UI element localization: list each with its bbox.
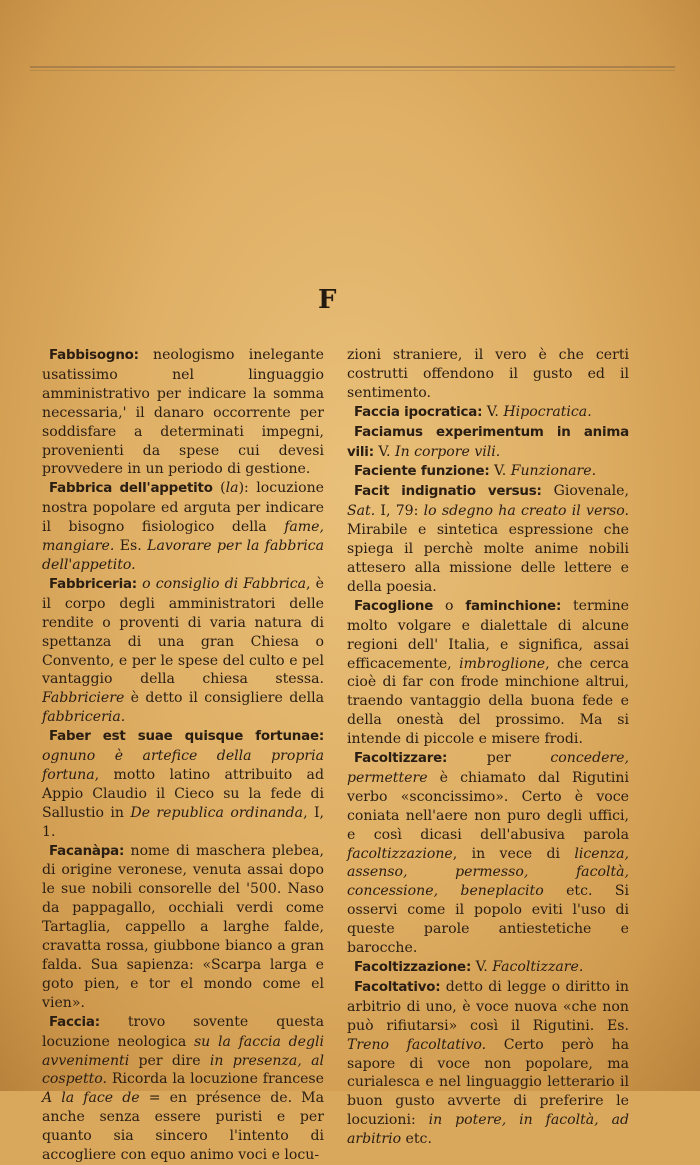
dictionary-entry-faciente — [347, 462, 629, 482]
entry-text: , che cerca cioè di far con frode minchione altrui, traendo vantaggio della buona fede e della onestà del prossimo. Ma si intende di piccole e misere frodi. — [347, 655, 629, 748]
entry-italic-text: Lavorare per la fabbrica dell'appetito. — [42, 538, 324, 573]
entry-headword: Fabbrica dell'appetito — [49, 481, 213, 497]
entry-italic-text: lo sdegno ha creato il verso. — [423, 503, 629, 520]
entry-headword: Faciente funzione: — [354, 464, 490, 480]
dictionary-entry-facit — [347, 482, 629, 596]
entry-text: Certo però ha sapore di voce non popolare, ma curialesca e nel linguaggio letterario il buon gusto avverte di preferire le locuzioni: — [347, 1036, 629, 1129]
dictionary-entry-faccia-ipocratica — [347, 403, 629, 423]
entry-italic-text: facoltizzazione — [347, 845, 453, 862]
entry-italic-text: In corpore vili. — [395, 443, 501, 460]
dictionary-entry-faccia-cont — [347, 346, 629, 403]
entry-text: o — [433, 597, 466, 614]
entry-headword: Fabbriceria: — [49, 576, 137, 592]
entry-headword: Faccia ipocratica: — [354, 404, 483, 420]
entry-italic-text: in presenza, al cospetto. — [42, 1052, 325, 1088]
entry-italic-text: imbroglione — [459, 655, 546, 672]
entry-text: I, 79: — [375, 503, 424, 520]
entry-headword: Faber est suae quisque fortunae: — [49, 729, 324, 745]
entry-text: nome di maschera plebea, di origine veronese, venuta assai dopo le sue nobili consorelle del '500. Naso da pappagallo, occhiali verdi come Tartaglia, cappello a larghe falde, cravatta rossa, giubbone bianco a gran falda. Sua sapienza: «Scarpa larga e goto pien, e tor el mondo come el vien». — [42, 842, 324, 1011]
entry-italic-text: o consiglio di Fabbrica — [142, 575, 307, 592]
entry-text: ( — [212, 480, 226, 497]
entry-text: per — [447, 750, 551, 767]
entry-text: V. — [482, 403, 504, 420]
entry-italic-text: Sat. — [347, 503, 376, 520]
header-rule-thin — [30, 70, 675, 71]
dictionary-entry-facoltizzare — [347, 749, 629, 958]
entry-italic-text: fabbriceria. — [42, 709, 126, 726]
entry-text: ): locuzione nostra popolare ed arguta per indicare il bisogno fisiologico della — [42, 480, 324, 536]
dictionary-entry-faccia — [42, 1013, 324, 1165]
entry-headword: Fabbisogno: — [49, 348, 139, 363]
entry-headword: Facanàpa: — [49, 843, 125, 859]
entry-text: V. — [471, 959, 493, 975]
entry-text: V. — [489, 463, 511, 480]
entry-text: Giovenale, — [541, 483, 629, 500]
entry-text: è chiamato dal Rigutini verbo «sconcissimo». Certo è voce coniata nell'aere non puro degli uffici, e così dicasi dell'abusiva parola — [347, 769, 629, 843]
entry-italic-text: Facoltizzare. — [492, 959, 584, 975]
dictionary-entry-faciamus — [347, 423, 629, 463]
section-letter: F — [318, 285, 336, 315]
entry-headword: Facoltativo: — [354, 979, 441, 995]
entry-text: = en présence de. Ma anche senza essere puristi e per quanto sia sincero l'intento di accogliere con equo animo voci e locu- — [42, 1090, 324, 1164]
left-column — [42, 346, 324, 1165]
entry-text: per dire — [129, 1052, 210, 1069]
entry-text: , I, 1. — [42, 804, 324, 840]
dictionary-entry-facoltizzazione — [347, 958, 629, 978]
entry-italic-text: Treno facoltativo. — [347, 1036, 487, 1053]
entry-italic-text: su la faccia degli avvenimenti — [42, 1033, 324, 1069]
entry-text: detto di legge o diritto in arbitrio di uno, è voce nuova «che non può rifiutarsi» così il Rigutini. Es. — [347, 978, 629, 1034]
entry-italic-text: fame, mangiare. — [42, 519, 324, 555]
entry-text: zioni straniere, il vero è che certi costrutti offendono il gusto ed il sentimento. — [347, 347, 629, 401]
entry-text: etc. Si osservi come il popolo eviti l'uso di queste parole antiestetiche e barocche. — [347, 883, 629, 957]
entry-text: trovo sovente questa locuzione neologica — [42, 1013, 324, 1050]
entry-headword: Facoltizzare: — [354, 751, 448, 767]
entry-text: , è il corpo degli amministratori delle rendite o proventi di varia natura di spettanza di una gran Chiesa o Convento, e per le spese del culto e pel vantaggio della chiesa stessa. — [42, 575, 324, 688]
dictionary-entry-facoltativo — [347, 978, 629, 1149]
dictionary-entry-facanapa — [42, 842, 324, 1013]
entry-text: V. — [373, 443, 396, 460]
entry-italic-text: ognuno è artefice della propria fortuna — [42, 748, 324, 783]
entry-headword: Facit indignatio versus: — [354, 484, 542, 500]
entry-headword: Faccia: — [49, 1014, 100, 1030]
entry-italic-text: la — [225, 480, 239, 497]
entry-text: Ricorda la locuzione francese — [107, 1071, 324, 1088]
entry-italic-text: in potere, in facoltà, ad arbitrio — [347, 1112, 629, 1148]
entry-italic-text: licenza, assenso, permesso, facoltà, concessione, beneplacito — [347, 845, 629, 900]
entry-text: etc. — [401, 1131, 432, 1148]
right-column — [347, 346, 629, 1149]
dictionary-entry-fabbrica — [42, 479, 324, 575]
entry-italic-text: Fabbriciere — [42, 690, 125, 707]
entry-headword: Facoglione — [354, 598, 434, 614]
entry-headword: faminchione: — [465, 598, 562, 614]
entry-headword: Facoltizzazione: — [354, 960, 472, 975]
entry-italic-text: A la face de — [42, 1090, 140, 1107]
entry-text: , in vece di — [452, 845, 575, 862]
entry-text: termine molto volgare e dialettale di alcune regioni dell' Italia, e significa, assai efficacemente, — [347, 597, 629, 672]
entry-headword: Faciamus experimentum in anima vili: — [347, 424, 629, 460]
entry-text: Mirabile e sintetica espressione che spiega il perchè molte anime nobili attesero alla missione delle lettere e della poesia. — [347, 522, 629, 595]
entry-text: neologismo inelegante usatissimo nel linguaggio amministrativo per indicare la somma necessaria,' il danaro occorrente per soddisfare a determinati impegni, provenienti da spese cui devesi provvedere in un periodo di gestione. — [42, 347, 324, 478]
dictionary-entry-faber — [42, 727, 324, 841]
entry-text: , motto latino attribuito ad Appio Claudio il Cieco su la fede di Sallustio in — [42, 766, 324, 821]
entry-text: è detto il consigliere della — [124, 690, 324, 707]
dictionary-entry-fabbisogno — [42, 346, 324, 479]
entry-text: Es. — [114, 538, 148, 555]
dictionary-entry-facoglione — [347, 597, 629, 749]
entry-italic-text: De republica ordinanda — [130, 804, 304, 821]
entry-italic-text: Hipocratica. — [503, 403, 592, 420]
entry-italic-text: Funzionare. — [510, 463, 597, 480]
header-rule — [30, 66, 675, 68]
entry-italic-text: concedere, permettere — [347, 750, 629, 786]
dictionary-entry-fabbriceria — [42, 575, 324, 727]
